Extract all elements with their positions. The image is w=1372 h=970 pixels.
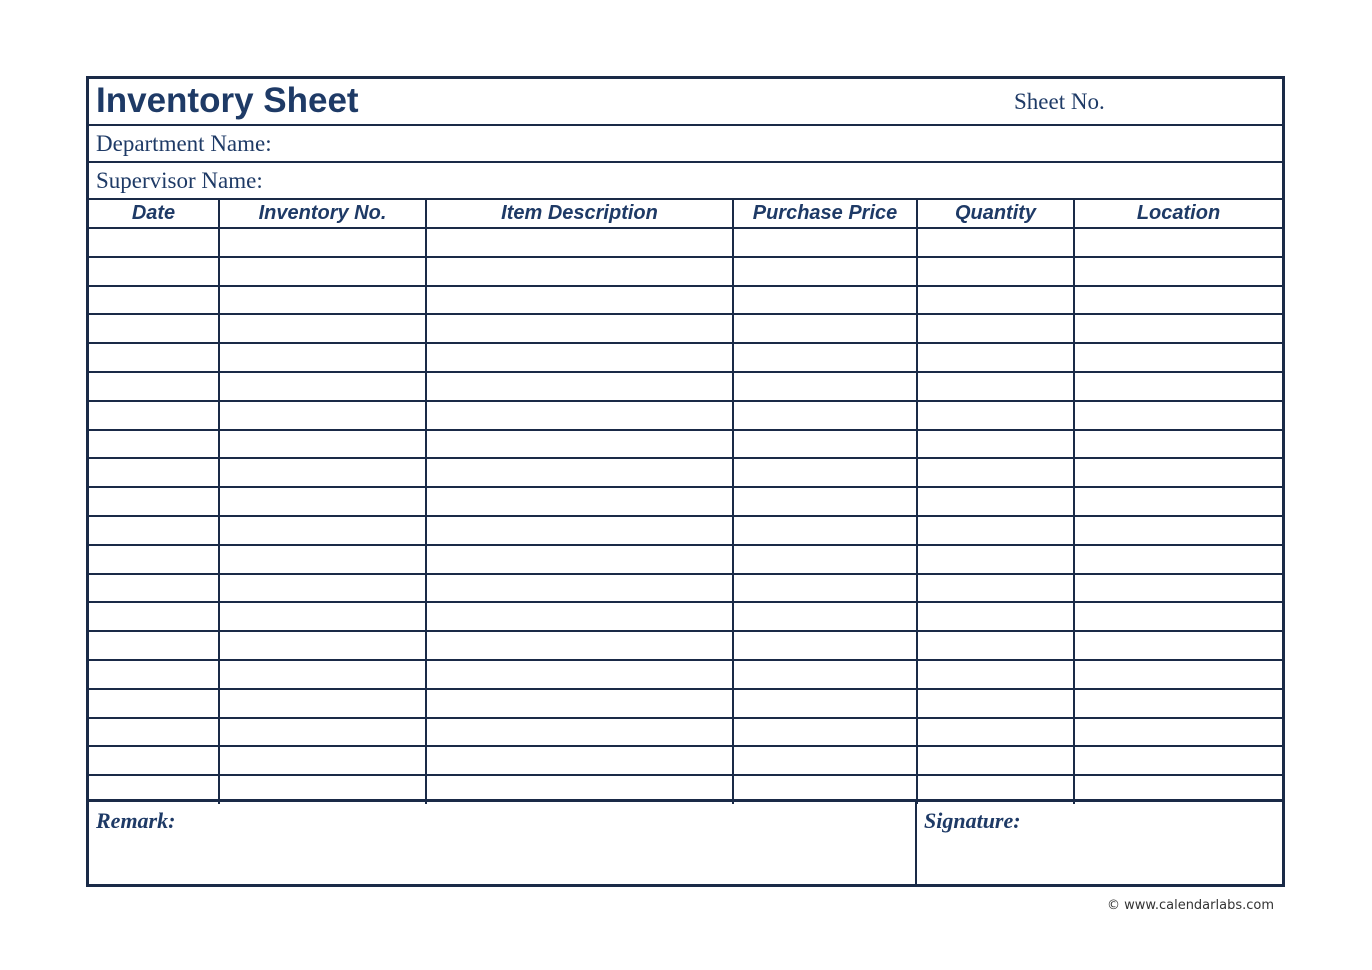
table-cell[interactable] (1074, 430, 1282, 459)
footer-row (89, 799, 1282, 884)
table-row (89, 487, 1282, 516)
table-cell[interactable] (219, 372, 426, 401)
table-cell[interactable] (89, 458, 219, 487)
table-cell[interactable] (733, 286, 917, 315)
table-row (89, 631, 1282, 660)
table-cell[interactable] (89, 746, 219, 775)
table-cell[interactable] (917, 228, 1074, 257)
table-row (89, 257, 1282, 286)
table-cell[interactable] (426, 516, 733, 545)
table-cell[interactable] (917, 372, 1074, 401)
table-cell[interactable] (219, 257, 426, 286)
table-row (89, 746, 1282, 775)
column-header-date: Date (89, 200, 219, 228)
table-cell[interactable] (1074, 372, 1282, 401)
table-cell[interactable] (219, 718, 426, 747)
table-cell[interactable] (89, 314, 219, 343)
table-cell[interactable] (426, 343, 733, 372)
table-cell[interactable] (733, 228, 917, 257)
table-cell[interactable] (426, 228, 733, 257)
table-cell[interactable] (917, 746, 1074, 775)
table-cell[interactable] (89, 660, 219, 689)
table-cell[interactable] (219, 314, 426, 343)
table-cell[interactable] (219, 458, 426, 487)
table-cell[interactable] (219, 228, 426, 257)
table-cell[interactable] (89, 257, 219, 286)
remark-label: Remark: (96, 808, 176, 833)
table-cell[interactable] (426, 631, 733, 660)
table-cell[interactable] (426, 746, 733, 775)
table-cell[interactable] (1074, 487, 1282, 516)
inventory-sheet-form (86, 76, 1285, 887)
website-credit: © www.calendarlabs.com (1107, 898, 1274, 913)
table-cell[interactable] (426, 660, 733, 689)
table-cell[interactable] (733, 401, 917, 430)
table-cell[interactable] (89, 718, 219, 747)
table-cell[interactable] (219, 602, 426, 631)
table-cell[interactable] (426, 314, 733, 343)
table-row (89, 401, 1282, 430)
table-cell[interactable] (1074, 660, 1282, 689)
table-cell[interactable] (89, 228, 219, 257)
table-cell[interactable] (426, 430, 733, 459)
table-cell[interactable] (917, 286, 1074, 315)
table-cell[interactable] (426, 574, 733, 603)
table-cell[interactable] (917, 718, 1074, 747)
table-cell[interactable] (1074, 314, 1282, 343)
supervisor-name-label: Supervisor Name: (96, 168, 263, 193)
table-row (89, 602, 1282, 631)
table-cell[interactable] (917, 689, 1074, 718)
table-cell[interactable] (733, 631, 917, 660)
table-cell[interactable] (89, 286, 219, 315)
table-cell[interactable] (917, 314, 1074, 343)
table-cell[interactable] (733, 372, 917, 401)
table-row (89, 343, 1282, 372)
column-header-inventory-no: Inventory No. (219, 200, 426, 228)
table-cell[interactable] (733, 689, 917, 718)
page-title: Inventory Sheet (96, 81, 359, 120)
table-row (89, 660, 1282, 689)
table-row (89, 430, 1282, 459)
table-cell[interactable] (89, 545, 219, 574)
table-cell[interactable] (89, 574, 219, 603)
table-row (89, 228, 1282, 257)
table-cell[interactable] (733, 314, 917, 343)
table-row (89, 545, 1282, 574)
table-cell[interactable] (1074, 746, 1282, 775)
column-header-quantity: Quantity (917, 200, 1074, 228)
table-cell[interactable] (219, 545, 426, 574)
table-cell[interactable] (917, 516, 1074, 545)
table-row (89, 689, 1282, 718)
inventory-table (89, 200, 1282, 804)
department-row[interactable] (89, 126, 1282, 163)
column-header-location: Location (1074, 200, 1282, 228)
table-cell[interactable] (219, 401, 426, 430)
table-cell[interactable] (733, 746, 917, 775)
table-cell[interactable] (733, 660, 917, 689)
remark-field[interactable] (89, 802, 917, 884)
table-cell[interactable] (426, 689, 733, 718)
table-cell[interactable] (89, 689, 219, 718)
table-cell[interactable] (426, 718, 733, 747)
table-cell[interactable] (1074, 631, 1282, 660)
table-cell[interactable] (1074, 401, 1282, 430)
table-cell[interactable] (917, 574, 1074, 603)
table-cell[interactable] (917, 487, 1074, 516)
table-cell[interactable] (426, 458, 733, 487)
table-cell[interactable] (1074, 545, 1282, 574)
table-cell[interactable] (1074, 689, 1282, 718)
table-cell[interactable] (219, 689, 426, 718)
department-name-label: Department Name: (96, 131, 272, 156)
table-row (89, 372, 1282, 401)
table-cell[interactable] (733, 516, 917, 545)
supervisor-row[interactable] (89, 163, 1282, 200)
table-cell[interactable] (733, 545, 917, 574)
table-cell[interactable] (917, 545, 1074, 574)
column-header-item-description: Item Description (426, 200, 733, 228)
table-cell[interactable] (89, 631, 219, 660)
table-cell[interactable] (1074, 458, 1282, 487)
table-cell[interactable] (426, 487, 733, 516)
table-cell[interactable] (426, 257, 733, 286)
table-cell[interactable] (917, 631, 1074, 660)
table-cell[interactable] (917, 343, 1074, 372)
table-cell[interactable] (917, 430, 1074, 459)
table-cell[interactable] (89, 343, 219, 372)
table-cell[interactable] (917, 257, 1074, 286)
signature-field[interactable] (917, 802, 1282, 884)
table-cell[interactable] (1074, 228, 1282, 257)
table-cell[interactable] (219, 660, 426, 689)
title-row (89, 79, 1282, 126)
table-cell[interactable] (733, 458, 917, 487)
table-cell[interactable] (426, 401, 733, 430)
table-cell[interactable] (89, 401, 219, 430)
table-cell[interactable] (219, 631, 426, 660)
table-cell[interactable] (89, 487, 219, 516)
table-cell[interactable] (89, 430, 219, 459)
table-cell[interactable] (219, 430, 426, 459)
table-cell[interactable] (733, 602, 917, 631)
table-row (89, 286, 1282, 315)
table-cell[interactable] (917, 660, 1074, 689)
table-cell[interactable] (733, 257, 917, 286)
table-cell[interactable] (426, 602, 733, 631)
table-cell[interactable] (219, 574, 426, 603)
table-cell[interactable] (917, 401, 1074, 430)
table-cell[interactable] (219, 746, 426, 775)
table-cell[interactable] (219, 487, 426, 516)
table-row (89, 574, 1282, 603)
table-cell[interactable] (1074, 286, 1282, 315)
table-row (89, 516, 1282, 545)
table-row (89, 458, 1282, 487)
table-cell[interactable] (219, 343, 426, 372)
sheet-no-label: Sheet No. (1014, 89, 1105, 114)
table-cell[interactable] (89, 372, 219, 401)
table-cell[interactable] (426, 286, 733, 315)
table-cell[interactable] (426, 372, 733, 401)
table-cell[interactable] (89, 602, 219, 631)
table-cell[interactable] (917, 602, 1074, 631)
table-cell[interactable] (1074, 718, 1282, 747)
table-cell[interactable] (733, 718, 917, 747)
table-row (89, 314, 1282, 343)
table-body (89, 228, 1282, 804)
table-cell[interactable] (219, 286, 426, 315)
table-cell[interactable] (1074, 574, 1282, 603)
table-cell[interactable] (1074, 257, 1282, 286)
table-cell[interactable] (733, 574, 917, 603)
table-cell[interactable] (219, 516, 426, 545)
table-cell[interactable] (1074, 602, 1282, 631)
signature-label: Signature: (924, 808, 1021, 833)
table-cell[interactable] (733, 487, 917, 516)
table-header-row (89, 200, 1282, 228)
table-cell[interactable] (733, 343, 917, 372)
table-cell[interactable] (917, 458, 1074, 487)
table-cell[interactable] (733, 430, 917, 459)
table-cell[interactable] (1074, 516, 1282, 545)
table-cell[interactable] (89, 516, 219, 545)
table-cell[interactable] (1074, 343, 1282, 372)
table-cell[interactable] (426, 545, 733, 574)
column-header-purchase-price: Purchase Price (733, 200, 917, 228)
table-row (89, 718, 1282, 747)
